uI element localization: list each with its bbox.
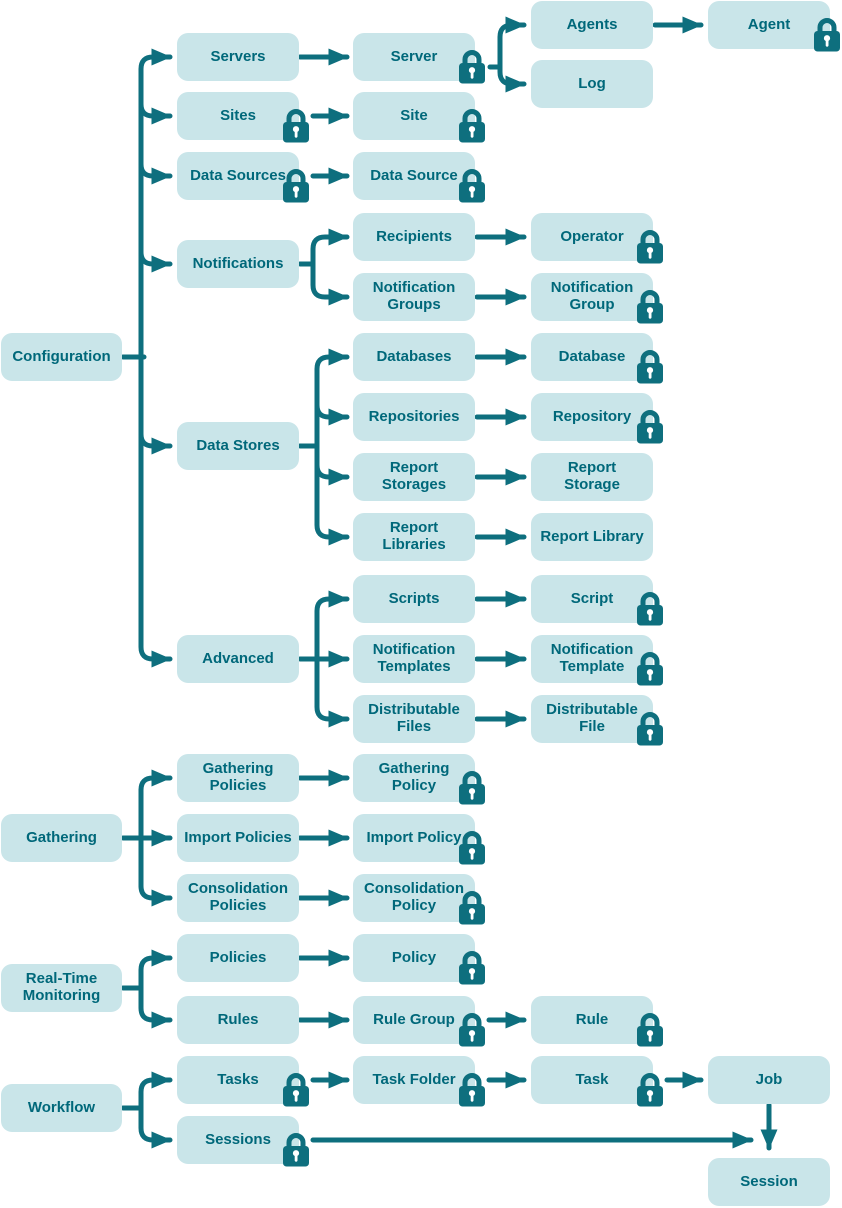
node-agent [708,1,830,49]
node-task [531,1056,653,1104]
node-recipients [353,213,475,261]
lock-icon [633,589,667,627]
node-database [531,333,653,381]
node-label: Notifications [192,254,284,272]
node-notification-templates [353,635,475,683]
lock-icon [279,1070,313,1108]
node-label: Notification Group [550,279,634,313]
node-label: Data Stores [196,436,280,454]
node-label: Task Folder [372,1070,456,1088]
node-configuration [1,333,122,381]
node-label: Policy [391,948,437,966]
node-label: Scripts [388,589,440,607]
node-label: Sessions [205,1130,271,1148]
node-label: Gathering Policy [378,760,450,794]
node-real-time-monitoring [1,964,122,1012]
node-consolidation-policy [353,874,475,922]
node-label: Import Policies [184,828,292,846]
node-label: Recipients [376,227,452,245]
node-label: Report Library [540,527,644,545]
node-label: Repositories [368,407,460,425]
node-notification-groups [353,273,475,321]
lock-icon [279,1130,313,1168]
node-rule [531,996,653,1044]
node-data-sources [177,152,299,200]
node-label: Report Libraries [382,519,446,553]
node-rules [177,996,299,1044]
lock-icon [455,828,489,866]
lock-icon [633,347,667,385]
lock-icon [279,166,313,204]
node-label: Session [740,1172,798,1190]
node-distributable-file [531,695,653,743]
node-sites [177,92,299,140]
node-label: Report Storages [381,459,447,493]
node-label: Data Source [370,166,458,184]
node-label: Site [400,106,428,124]
node-report-storages [353,453,475,501]
node-site [353,92,475,140]
node-label: Database [558,347,626,365]
node-report-libraries [353,513,475,561]
node-notification-template [531,635,653,683]
node-import-policy [353,814,475,862]
node-log [531,60,653,108]
lock-icon [633,709,667,747]
node-sessions [177,1116,299,1164]
lock-icon [455,1010,489,1048]
node-label: Distributable Files [368,701,460,735]
node-label: Notification Templates [372,641,456,675]
lock-icon [633,1010,667,1048]
node-databases [353,333,475,381]
lock-icon [455,166,489,204]
node-label: Consolidation Policy [364,880,464,914]
lock-icon [455,888,489,926]
node-notification-group [531,273,653,321]
node-label: Rule Group [373,1010,455,1028]
node-workflow [1,1084,122,1132]
lock-icon [279,106,313,144]
node-job [708,1056,830,1104]
node-data-stores [177,422,299,470]
node-label: Distributable File [546,701,638,735]
node-label: Log [578,74,606,92]
lock-icon [633,649,667,687]
node-label: Agents [566,15,618,33]
node-label: Servers [210,47,266,65]
node-label: Script [570,589,614,607]
node-gathering [1,814,122,862]
node-policy [353,934,475,982]
node-advanced [177,635,299,683]
node-label: Task [575,1070,609,1088]
node-scripts [353,575,475,623]
node-label: Gathering Policies [202,760,274,794]
node-label: Report Storage [564,459,620,493]
node-label: Repository [552,407,632,425]
node-gathering-policies [177,754,299,802]
node-notifications [177,240,299,288]
node-policies [177,934,299,982]
lock-icon [633,287,667,325]
node-label: Tasks [217,1070,259,1088]
lock-icon [633,1070,667,1108]
node-label: Rules [217,1010,259,1028]
node-rule-group [353,996,475,1044]
node-task-folder [353,1056,475,1104]
node-report-library [531,513,653,561]
node-label: Real-Time Monitoring [22,970,101,1004]
node-label: Gathering [26,828,97,846]
node-report-storage [531,453,653,501]
node-repositories [353,393,475,441]
node-label: Server [390,47,438,65]
node-label: Policies [209,948,267,966]
node-label: Operator [560,227,624,245]
node-label: Notification Template [550,641,634,675]
node-label: Agent [747,15,791,33]
node-label: Import Policy [366,828,462,846]
lock-icon [455,106,489,144]
node-label: Consolidation Policies [188,880,288,914]
lock-icon [633,407,667,445]
lock-icon [633,227,667,265]
node-server [353,33,475,81]
node-label: Data Sources [190,166,286,184]
node-label: Workflow [27,1098,96,1116]
node-label: Databases [376,347,452,365]
node-label: Advanced [202,649,274,667]
node-label: Job [755,1070,783,1088]
node-label: Sites [220,106,256,124]
lock-icon [455,948,489,986]
node-session [708,1158,830,1206]
node-label: Notification Groups [372,279,456,313]
node-servers [177,33,299,81]
node-data-source [353,152,475,200]
node-import-policies [177,814,299,862]
node-operator [531,213,653,261]
node-agents [531,1,653,49]
lock-icon [455,768,489,806]
node-repository [531,393,653,441]
lock-icon [455,47,489,85]
node-gathering-policy [353,754,475,802]
lock-icon [455,1070,489,1108]
node-label: Rule [575,1010,609,1028]
node-consolidation-policies [177,874,299,922]
node-tasks [177,1056,299,1104]
node-distributable-files [353,695,475,743]
lock-icon [810,15,842,53]
node-script [531,575,653,623]
node-label: Configuration [12,347,111,365]
